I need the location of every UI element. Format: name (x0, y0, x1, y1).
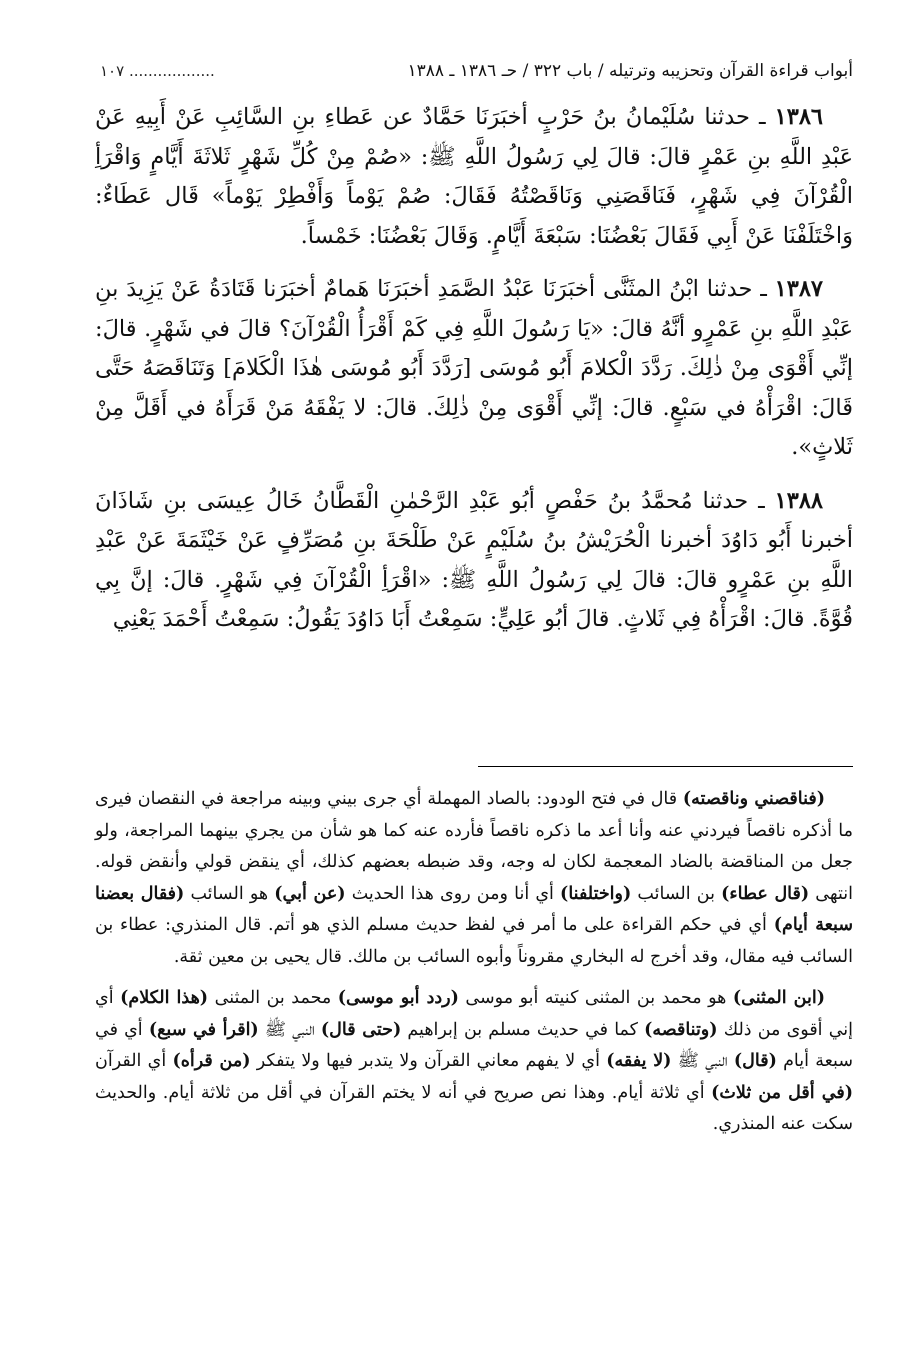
commentary-text: كما في حديث مسلم بن إبراهيم (401, 1019, 645, 1040)
commentary-text: أي لا يفهم معاني القرآن ولا يتدبر فيها ولا يتفكر (250, 1051, 607, 1071)
commentary-lemma: (فقال بعضنا سبعة أيام) (95, 883, 853, 935)
commentary-text: هو السائب (184, 883, 275, 904)
page-number: ١٠٧ (100, 62, 125, 80)
hadith-number: ١٣٨٧ (774, 276, 823, 302)
hadith-number: ١٣٨٦ (774, 104, 824, 130)
commentary-text: أي إني أقوى من ذلك (95, 988, 854, 1040)
hadith-text (95, 98, 853, 654)
hadith-paragraph (95, 482, 853, 640)
commentary-lemma: (ردد أبو موسى) (337, 988, 459, 1008)
commentary-text: أي القرآن (95, 1051, 173, 1071)
commentary-lemma: (قال) (733, 1051, 777, 1071)
commentary-lemma: (لا يفقه) (606, 1051, 672, 1071)
header-page-number: ١٠٧ .................. (100, 62, 215, 80)
footnote-divider (478, 766, 853, 767)
commentary-text: أي في حكم القراءة على ما أمر في لفظ حديث مسلم الذي هو أتم. قال المنذري: عطاء بن السائب فيه مقال، وقد أخرج له البخاري مقروناً وأبوه السائب بن مالك. قال يحيى بن معين ثقة. (95, 915, 853, 967)
hadith-number: ١٣٨٨ (774, 487, 824, 514)
hadith-paragraph (95, 98, 853, 256)
hadith-paragraph (95, 270, 853, 468)
hadith-body: ـ حدثنا مُحمَّدُ بنُ حَفْصٍ أبُو عَبْدِ الرَّحْمٰنِ الْقَطَّانُ خَالُ عِيسَى بنِ شَاذَانَ أخبرنا أَبُو دَاوُدَ أخبرنا الْحُرَيْشُ بنُ سُلَيْمٍ عَنْ طَلْحَةَ بنِ مُصَرِّفٍ عَنْ خَيْثَمَةَ عَنْ عَبْدِ اللَّهِ بنِ عَمْرٍو قالَ: قالَ لِي رَسُولُ اللَّهِ ﷺ: «اقْرَأِ الْقُرْآنَ فِي شَهْرٍ. قالَ: إنَّ بِي قُوَّةً. قالَ: اقْرَأْهُ فِي ثَلاثٍ. قالَ أبُو عَلِيٍّ: سَمِعْتُ أَبَا دَاوُدَ يَقُولُ: سَمِعْتُ أَحْمَدَ يَعْنِي (95, 487, 853, 632)
commentary-text: هو محمد بن المثنى كنيته أبو موسى (458, 988, 733, 1008)
commentary-text: قال في فتح الودود: بالصاد المهملة أي جرى بيني وبينه مراجعة في النقصان فيرى ما أذكره ناقصاً فيردني عنه وأنا أعد ما ذكره ناقصاً فأرده عنه كما هو شأن من يجري بينهما المراجعة، ولو جعل من المناقضة بالضاد المعجمة لكان له وجه، وقد ضبطه بعضهم كذلك، أي ينقض قولي وأنقض قوله. انتهى (95, 789, 853, 904)
commentary-lemma: (فناقصني وناقصته) (682, 789, 825, 809)
commentary-text: بن السائب (631, 883, 722, 904)
commentary (95, 784, 853, 1151)
commentary-lemma: (حتى قال) (320, 1019, 402, 1040)
commentary-lemma: (وتناقصه) (644, 1019, 718, 1040)
commentary-lemma: (في أقل من ثلاث) (711, 1082, 853, 1103)
commentary-lemma: (هذا الكلام) (120, 988, 209, 1008)
commentary-lemma: (قال عطاء) (721, 883, 810, 904)
commentary-paragraph (95, 983, 853, 1141)
commentary-lemma: (واختلفنا) (560, 883, 632, 904)
commentary-lemma: (عن أبي) (274, 883, 346, 904)
commentary-lemma: (اقرأ في سبع) (148, 1019, 259, 1040)
commentary-lemma: (ابن المثنى) (732, 988, 825, 1008)
commentary-text: النبي ﷺ (258, 1019, 321, 1040)
hadith-body: ـ حدثنا سُلَيْمانُ بنُ حَرْبٍ أخبَرَنَا حَمَّادٌ عن عَطاءِ بنِ السَّائِبِ عَنْ أَبِيهِ عَنْ عَبْدِ اللَّهِ بنِ عَمْرٍ قالَ: قالَ لِي رَسُولُ اللَّهِ ﷺ: «صُمْ مِنْ كُلِّ شَهْرٍ ثَلاثَةَ أَيَّامٍ وَاقْرَأِ الْقُرْآنَ فِي شَهْرٍ، فَنَاقَصَنِي وَنَاقَصْتُهُ فَقَالَ: صُمْ يَوْماً وَأَفْطِرْ يَوْماً» قَال عَطَاءٌ: وَاخْتَلَفْنَا عَنْ أَبِي فَقَالَ بَعْضُنَا: سَبْعَةَ أَيَّامٍ. وَقَالَ بَعْضُنَا: خَمْساً. (95, 104, 853, 249)
commentary-lemma: (من قرأه) (172, 1051, 251, 1071)
commentary-text: النبي ﷺ (671, 1051, 734, 1071)
commentary-text: أي ثلاثة أيام. وهذا نص صريح في أنه لا يختم القرآن في أقل من ثلاثة أيام. والحديث سكت عنه المنذري. (95, 1082, 853, 1134)
commentary-text: أي في سبعة أيام (95, 1019, 853, 1071)
running-header (100, 56, 853, 86)
header-title: أبواب قراءة القرآن وتحزيبه وترتيله / باب ٣٢٢ / حـ ١٣٨٦ ـ ١٣٨٨ (407, 61, 853, 81)
commentary-text: محمد بن المثنى (208, 988, 338, 1008)
commentary-text: أي أنا ومن روى هذا الحديث (345, 883, 561, 904)
commentary-paragraph (95, 784, 853, 973)
hadith-body: ـ حدثنا ابْنُ المثَنَّى أخبَرَنَا عَبْدُ الصَّمَدِ أخبَرَنَا هَمامٌ أخبَرَنا قَتَادَةُ عَنْ يَزِيدَ بنِ عَبْدِ اللَّهِ بنِ عَمْرٍو أنَّهُ قالَ: «يَا رَسُولَ اللَّهِ فِي كَمْ أَقْرَأُ الْقُرْآنَ؟ قالَ في شَهْرٍ. قالَ: إنِّي أَقْوَى مِنْ ذٰلِكَ. رَدَّدَ الْكلامَ أَبُو مُوسَى [رَدَّدَ أَبُو مُوسَى هٰذَا الْكَلامَ] وَتَنَاقَصَهُ حَتَّى قَالَ: اقْرَأْهُ في سَبْعٍ. قالَ: إنِّي أَقْوَى مِنْ ذٰلِكَ. قالَ: لا يَفْقَهُ مَنْ قَرَأَهُ في أَقَلَّ مِنْ ثَلاثٍ». (95, 276, 853, 460)
